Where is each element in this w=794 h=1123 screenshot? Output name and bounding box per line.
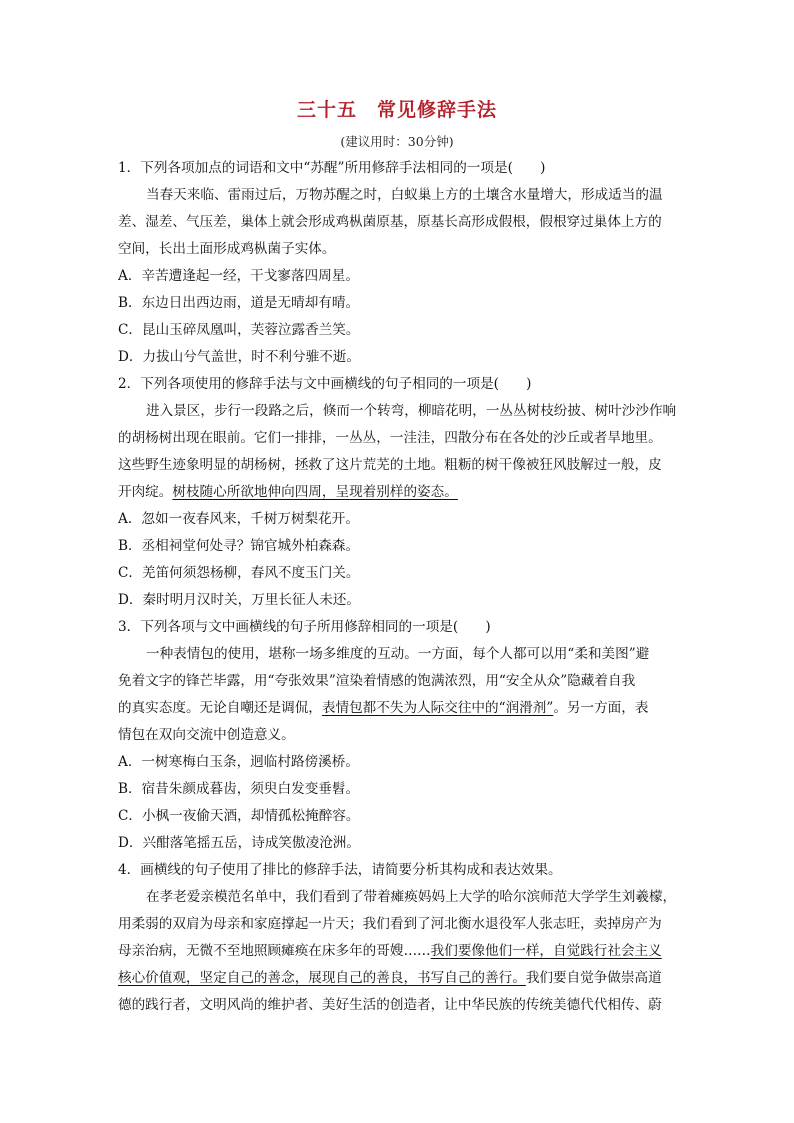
suggested-time: (建议用时：30分钟)	[340, 134, 454, 149]
q2-passage-line: 的胡杨树出现在眼前。它们一排排，一丛丛，一洼洼，四散分布在各处的沙丘或者旱地里。	[118, 430, 662, 446]
q3-passage-text: 。另一方面，表	[553, 700, 649, 716]
q2-passage-line: 进入景区，步行一段路之后，倏而一个转弯，柳暗花明，一丛丛树枝纷披、树叶沙沙作响	[146, 403, 677, 419]
q4-passage-line: 用柔弱的双肩为母亲和家庭撑起一片天；我们看到了河北衡水退役军人张志旺，卖掉房产为	[118, 916, 662, 932]
q4-underlined-sentence: 我们要像他们一样，自觉践行社会主义	[430, 943, 662, 959]
q2-option-d: D．秦时明月汉时关，万里长征人未还。	[118, 592, 360, 608]
q3-passage-line: 免着文字的锋芒毕露，用“夸张效果”渲染着情感的饱满浓烈，用“安全从众”隐藏着自我	[118, 673, 636, 689]
q2-option-c: C．羌笛何须怨杨柳，春风不度玉门关。	[118, 565, 360, 581]
q4-passage-text: 我们要自觉争做崇高道	[525, 970, 662, 986]
q1-option-c: C．昆山玉碎凤凰叫，芙蓉泣露香兰笑。	[118, 322, 360, 338]
q2-option-a: A．忽如一夜春风来，千树万树梨花开。	[118, 511, 359, 527]
q3-passage-line: 一种表情包的使用，堪称一场多维度的互动。一方面，每个人都可以用“柔和美图”避	[146, 646, 650, 662]
q4-underlined-sentence: 核心价值观，坚定自己的善念，展现自己的善良，书写自己的善行。	[118, 970, 526, 986]
q3-passage-line	[118, 695, 684, 722]
page-title: 三十五 常见修辞手法	[296, 99, 497, 121]
q4-passage-line	[118, 965, 684, 992]
q4-passage-line: 在孝老爱亲模范名单中，我们看到了带着瘫痪妈妈上大学的哈尔滨师范大学学生刘羲檬，	[146, 889, 677, 905]
q1-passage-line: 差、湿差、气压差，巢体上就会形成鸡枞菌原基，原基长高形成假根，假根穿过巢体上方的	[118, 214, 662, 230]
q3-underlined-sentence: 表情包都不失为人际交往中的“润滑剂”	[321, 700, 554, 716]
q2-option-b: B．丞相祠堂何处寻？锦官城外柏森森。	[118, 538, 360, 554]
q2-underlined-sentence: 树枝随心所欲地伸向四周，呈现着别样的姿态。	[172, 484, 458, 500]
q3-option-c: C．小枫一夜偷天酒，却情孤松掩醉容。	[118, 808, 360, 824]
q3-option-b: B．宿昔朱颜成暮齿，须臾白发变垂髫。	[118, 781, 360, 797]
q3-passage-text: 的真实态度。无论自嘲还是调侃，	[118, 700, 322, 716]
q3-option-d: D．兴酣落笔摇五岳，诗成笑傲凌沧洲。	[118, 835, 360, 851]
q3-passage-line: 情包在双向交流中创造意义。	[118, 727, 295, 743]
q1-option-b: B．东边日出西边雨，道是无晴却有晴。	[118, 295, 360, 311]
q3-option-a: A．一树寒梅白玉条，迥临村路傍溪桥。	[118, 754, 359, 770]
question-content	[118, 155, 684, 1019]
q1-passage-line: 空间，长出土面形成鸡枞菌子实体。	[118, 241, 336, 257]
q1-passage-line: 当春天来临、雷雨过后，万物苏醒之时，白蚁巢上方的土壤含水量增大，形成适当的温	[146, 187, 663, 203]
q2-passage-text: 开肉绽。	[118, 484, 173, 500]
q2-passage-line: 这些野生迹象明显的胡杨树，拯救了这片荒芜的土地。粗粝的树干像被狂风肢解过一般，皮	[118, 457, 662, 473]
q1-stem: 1．下列各项加点的词语和文中“苏醒”所用修辞手法相同的一项是( )	[118, 160, 546, 176]
q4-stem: 4．画横线的句子使用了排比的修辞手法，请简要分析其构成和表达效果。	[118, 862, 562, 878]
q1-option-d: D．力拔山兮气盖世，时不利兮骓不逝。	[118, 349, 360, 365]
q2-passage-line	[118, 479, 684, 506]
q4-passage-text: 母亲治病，无微不至地照顾瘫痪在床多年的哥嫂……	[118, 943, 431, 959]
q1-option-a: A．辛苦遭逢起一经，干戈寥落四周星。	[118, 268, 359, 284]
q4-passage-line: 德的践行者，文明风尚的维护者、美好生活的创造者，让中华民族的传统美德代代相传、蔚	[118, 997, 662, 1013]
q2-stem: 2．下列各项使用的修辞手法与文中画横线的句子相同的一项是( )	[118, 376, 532, 392]
q4-passage-line	[118, 938, 684, 965]
q3-stem: 3．下列各项与文中画横线的句子所用修辞相同的一项是( )	[118, 619, 491, 635]
